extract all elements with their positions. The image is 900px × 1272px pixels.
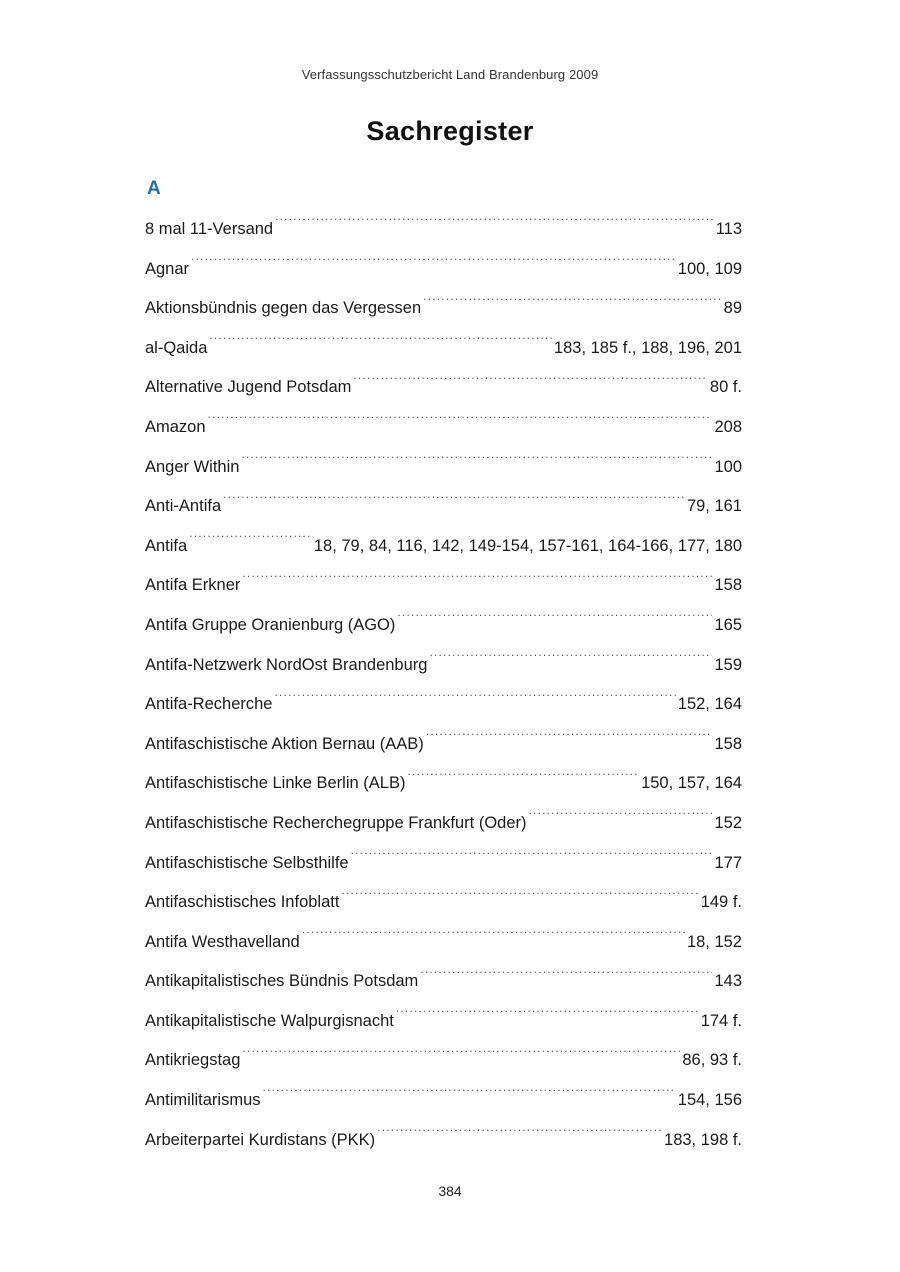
index-entry <box>145 329 742 369</box>
section-letter: A <box>147 178 161 199</box>
index-entry <box>145 448 742 488</box>
index-term: Antifaschistische Linke Berlin (ALB) <box>145 774 406 793</box>
index-page-references: 165 <box>714 615 742 634</box>
index-term: Antifa-Recherche <box>145 695 273 714</box>
dot-leader <box>341 891 698 908</box>
index-term: Antikapitalistische Walpurgisnacht <box>145 1011 394 1030</box>
index-term: Aktionsbündnis gegen das Vergessen <box>145 299 422 318</box>
index-term: Antifaschistische Selbsthilfe <box>145 853 349 872</box>
dot-leader <box>407 772 639 789</box>
index-term: Antifaschistisches Infoblatt <box>145 893 340 912</box>
index-page-references: 159 <box>714 655 742 674</box>
index-term: Anti-Antifa <box>145 497 222 516</box>
index-term: 8 mal 11-Versand <box>145 220 274 238</box>
dot-leader <box>429 653 712 670</box>
index-entry <box>145 804 742 844</box>
index-entry <box>145 962 742 1002</box>
dot-leader <box>209 336 552 353</box>
index-term: Antikapitalistisches Bündnis Potsdam <box>145 972 419 991</box>
index-page-references: 80 f. <box>709 378 742 397</box>
index-entry <box>145 685 742 725</box>
index-entry <box>145 725 742 765</box>
index-entry <box>145 844 742 884</box>
index-entry <box>145 1121 742 1161</box>
index-page-references: 174 f. <box>700 1011 742 1030</box>
dot-leader <box>351 851 713 868</box>
index-term: Antimilitarismus <box>145 1091 261 1110</box>
dot-leader <box>189 534 312 551</box>
index-term: Antifa <box>145 536 188 555</box>
index-page-references: 158 <box>714 734 742 753</box>
dot-leader <box>396 1009 699 1026</box>
index-page-references: 158 <box>714 576 742 595</box>
dot-leader <box>223 495 685 512</box>
index-term: Antifa Erkner <box>145 576 241 595</box>
index-term: Antifa-Netzwerk NordOst Brandenburg <box>145 655 428 674</box>
index-page-references: 100, 109 <box>677 259 742 278</box>
index-term: Antifa Gruppe Oranienburg (AGO) <box>145 615 396 634</box>
dot-leader <box>420 970 712 987</box>
index-entry <box>145 606 742 646</box>
index-page-references: 18, 79, 84, 116, 142, 149-154, 157-161, 164-166, 177, 180 <box>313 536 742 555</box>
dot-leader <box>397 613 712 630</box>
index-page-references: 154, 156 <box>677 1091 742 1110</box>
index-page-references: 150, 157, 164 <box>641 774 742 793</box>
index-page-references: 152 <box>714 813 742 832</box>
index-term: Amazon <box>145 417 206 436</box>
dot-leader <box>529 811 713 828</box>
index-term: Alternative Jugend Potsdam <box>145 378 352 397</box>
index-page-references: 152, 164 <box>677 695 742 714</box>
dot-leader <box>241 455 712 472</box>
index-entry <box>145 923 742 963</box>
index-term: Arbeiterpartei Kurdistans (PKK) <box>145 1130 376 1149</box>
index-entry <box>145 250 742 290</box>
index-term: Antifaschistische Aktion Bernau (AAB) <box>145 734 424 753</box>
index-entry <box>145 764 742 804</box>
index-entry <box>145 487 742 527</box>
dot-leader <box>274 693 675 710</box>
index-page-references: 183, 198 f. <box>664 1130 742 1149</box>
index-page-references: 143 <box>714 972 742 991</box>
index-term: Antifa Westhavelland <box>145 932 300 951</box>
index-entry <box>145 1002 742 1042</box>
index-entry <box>145 210 742 250</box>
dot-leader <box>242 1049 680 1066</box>
dot-leader <box>426 732 713 749</box>
index-page-references: 183, 185 f., 188, 196, 201 <box>553 338 742 357</box>
dot-leader <box>353 376 708 393</box>
index-term: Antifaschistische Recherchegruppe Frankfurt (Oder) <box>145 813 527 832</box>
index-entry <box>145 1081 742 1121</box>
index-term: al-Qaida <box>145 338 208 357</box>
index-entry <box>145 646 742 686</box>
index-page-references: 113 <box>715 220 742 238</box>
index-entry <box>145 368 742 408</box>
index-entry-list <box>145 210 742 1160</box>
index-page-references: 100 <box>714 457 742 476</box>
running-header: Verfassungsschutzbericht Land Brandenburg 2009 <box>301 67 599 82</box>
index-entry <box>145 289 742 329</box>
index-page-references: 18, 152 <box>686 932 742 951</box>
page-title: Sachregister <box>366 116 534 146</box>
index-term: Anger Within <box>145 457 240 476</box>
index-term: Antikriegstag <box>145 1051 241 1070</box>
dot-leader <box>263 1089 676 1106</box>
dot-leader <box>208 415 713 432</box>
index-entry <box>145 408 742 448</box>
dot-leader <box>275 218 714 235</box>
index-term: Agnar <box>145 259 190 278</box>
index-entry <box>145 566 742 606</box>
index-entry <box>145 1041 742 1081</box>
index-page-references: 208 <box>714 417 742 436</box>
dot-leader <box>302 930 685 947</box>
dot-leader <box>377 1128 662 1145</box>
index-page-references: 86, 93 f. <box>682 1051 742 1070</box>
index-page-references: 149 f. <box>700 893 742 912</box>
dot-leader <box>242 574 712 591</box>
index-page-references: 89 <box>723 299 742 318</box>
index-entry <box>145 883 742 923</box>
dot-leader <box>191 257 676 274</box>
index-page-references: 79, 161 <box>686 497 742 516</box>
index-page-references: 177 <box>714 853 742 872</box>
page-number: 384 <box>438 1183 462 1199</box>
dot-leader <box>423 297 722 314</box>
index-entry <box>145 527 742 567</box>
